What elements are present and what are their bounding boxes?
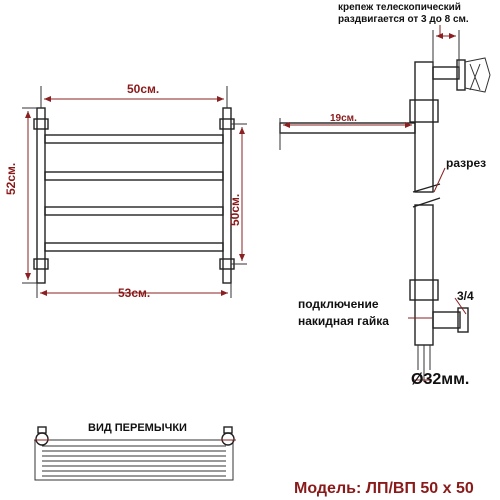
top-left-fitting — [34, 119, 48, 129]
connection-nut — [433, 312, 460, 328]
connection-label-line2: накидная гайка — [298, 314, 389, 328]
right-height-label: 50см. — [228, 193, 242, 226]
cut-label: разрез — [446, 156, 487, 170]
mount-label-line1: крепеж телескопический — [338, 2, 461, 13]
top-width-label: 50см. — [127, 82, 160, 96]
crossbar-3 — [45, 207, 223, 215]
side-collector-lower — [415, 205, 433, 345]
bridge-right-nut — [222, 433, 234, 445]
connection-label-line1: подключение — [298, 297, 379, 311]
model-label: Модель: ЛП/ВП 50 x 50 — [294, 480, 474, 497]
bottom-width-label: 53см. — [118, 286, 151, 300]
mount-label-line2: раздвигается от 3 до 8 см. — [338, 14, 469, 25]
bridge-view-label: ВИД ПЕРЕМЫЧКИ — [88, 422, 187, 434]
left-collector — [37, 108, 45, 283]
bridge-left-nut — [36, 433, 48, 445]
telescopic-rod — [433, 67, 459, 79]
bridge-view — [34, 427, 236, 480]
crossbar-2 — [45, 172, 223, 180]
diameter-label: Ø32мм. — [411, 371, 470, 388]
side-collector-upper — [415, 62, 433, 192]
side-view — [280, 25, 490, 382]
crossbar-1 — [45, 135, 223, 143]
upper-clamp — [410, 100, 438, 122]
wall-flange — [457, 60, 465, 90]
front-view — [22, 86, 247, 298]
lower-clamp — [410, 280, 438, 300]
left-height-label: 52см. — [4, 162, 18, 195]
bottom-left-fitting — [34, 259, 48, 269]
arm-length-label: 19см. — [330, 113, 357, 124]
thread-label: 3/4 — [457, 289, 474, 303]
crossbar-4 — [45, 243, 223, 251]
